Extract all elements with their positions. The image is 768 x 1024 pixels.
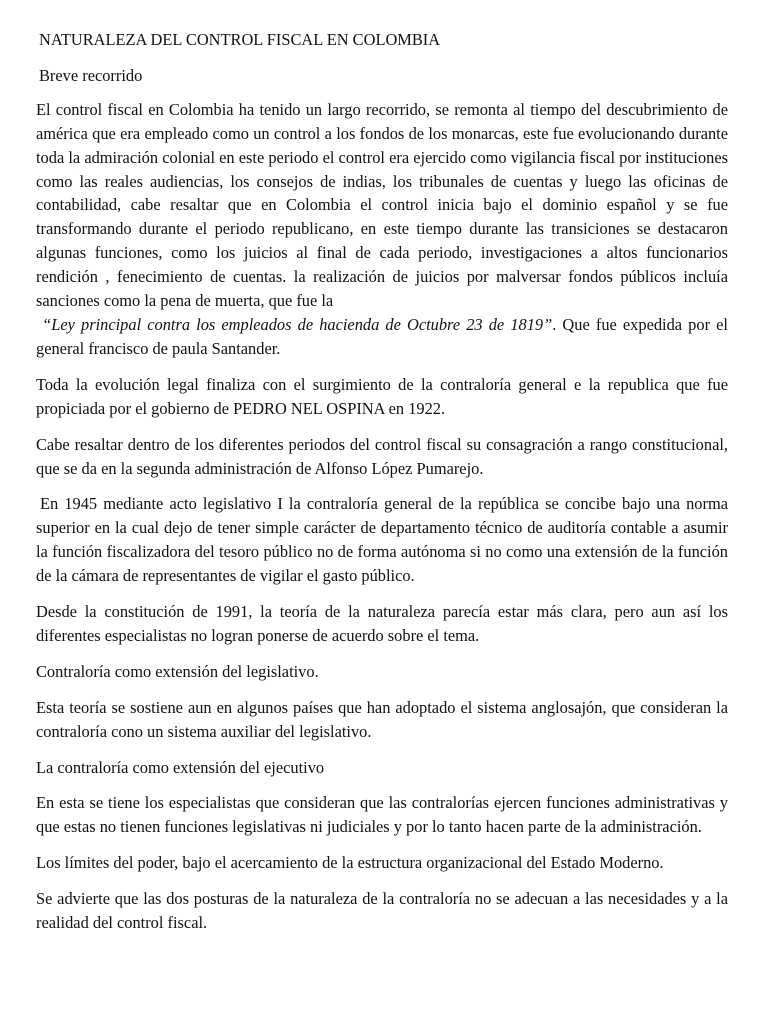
paragraph-limites-poder: Los límites del poder, bajo el acercamiento de la estructura organizacional del Estado Moderno.	[36, 853, 664, 873]
section-heading-ejecutivo: La contraloría como extensión del ejecutivo	[36, 757, 325, 777]
paragraph-history	[36, 98, 728, 361]
paragraph-conclusion: Se advierte que las dos posturas de la naturaleza de la contraloría no se adecuan a las necesidades y a la realidad del control fiscal.	[36, 889, 728, 933]
paragraph-history-tail: . Que fue expedida por el general francisco de paula Santander.	[36, 314, 728, 358]
paragraph-1945: En 1945 mediante acto legislativo I la contraloría general de la república se concibe bajo una norma superior en la cual dejo de tener simple carácter de departamento técnico de auditoría contable a asumir la función fiscalizadora del tesoro público no de forma autónoma si no como una extensión de la función de la cámara de representantes de vigilar el gasto público.	[36, 494, 728, 586]
paragraph-1991: Desde la constitución de 1991, la teoría de la naturaleza parecía estar más clara, pero aun así los diferentes especialistas no logran ponerse de acuerdo sobre el tema.	[36, 602, 728, 645]
paragraph-constitutional: Cabe resaltar dentro de los diferentes periodos del control fiscal su consagración a rango constitucional, que se da en la segunda administración de Alfonso López Pumarejo.	[36, 434, 728, 478]
document-subtitle: Breve recorrido	[39, 65, 143, 85]
paragraph-history-main: El control fiscal en Colombia ha tenido un largo recorrido, se remonta al tiempo del descubrimiento de américa que era empleado como un control a los fondos de los monarcas, este fue evolucionando durante toda la admiración colonial en este periodo el control era ejercido como vigilancia fiscal por instituciones como las reales audiencias, los consejos de indias, los tribunales de cuentas y luego las oficinas de contabilidad, cabe resaltar que en Colombia el control inicia bajo el dominio español y se fue transformando durante el periodo republicano, en este tiempo durante las transiciones se destacaron algunas funciones, como los juicios al final de cada periodo, investigaciones a altos funcionarios rendición , fenecimiento de cuentas. la realización de juicios por malversar fondos públicos incluía sanciones como la pena de muerta, que fue la	[36, 99, 728, 311]
law-quote: “Ley principal contra los empleados de hacienda de Octubre 23 de 1819”	[42, 314, 553, 334]
document-page	[36, 28, 728, 947]
document-title: NATURALEZA DEL CONTROL FISCAL EN COLOMBIA	[39, 30, 441, 49]
section-heading-legislativo: Contraloría como extensión del legislativo.	[36, 661, 319, 681]
paragraph-contraloria-origin: Toda la evolución legal finaliza con el surgimiento de la contraloría general e la republica que fue propiciada por el gobierno de PEDRO NEL OSPINA en 1922.	[36, 374, 728, 418]
paragraph-administrativas: En esta se tiene los especialistas que consideran que las contralorías ejercen funciones administrativas y que estas no tienen funciones legislativas ni judiciales y por lo tanto hacen parte de la administración.	[36, 793, 728, 837]
paragraph-anglosajon: Esta teoría se sostiene aun en algunos países que han adoptado el sistema anglosajón, que consideran la contraloría cono un sistema auxiliar del legislativo.	[36, 697, 728, 741]
